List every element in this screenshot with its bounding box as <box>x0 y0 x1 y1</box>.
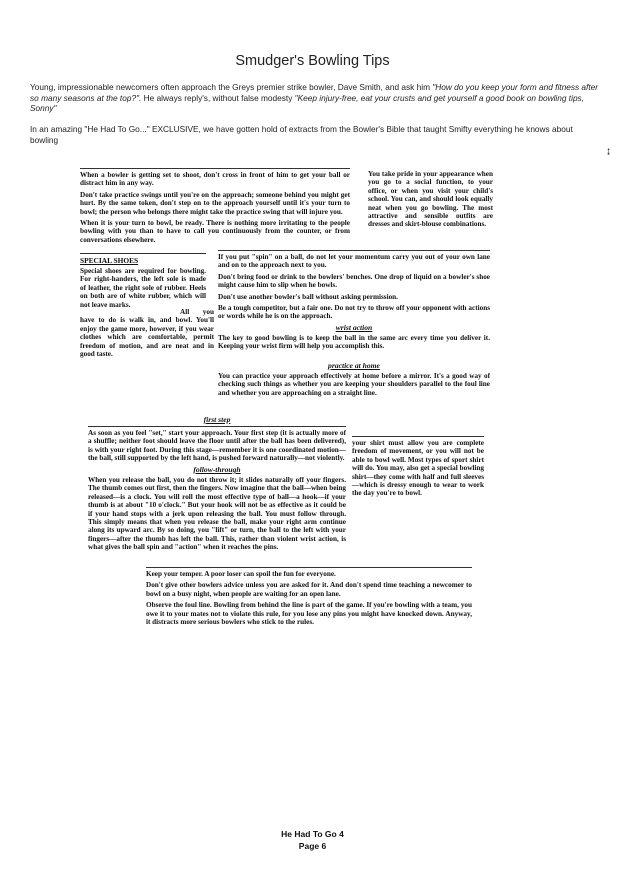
first-step-block <box>88 412 346 466</box>
paragraph: As soon as you feel "set," start your approach. Your first step (it is actually more of a shuffle; neither foot should leave the floor until after the ball has been delivered), is with your right foot. During this stage—remember it is one coordinated motion—the ball, still supported by the left hand, is pushed forward naturally—not violently. <box>88 429 346 463</box>
paragraph: Keep your temper. A poor loser can spoil the fun for everyone. <box>146 570 336 578</box>
paragraph: You take pride in your appearance when you go to a social function, to your office, or when you visit your child's school. You can, and should look equally neat when you go bowling. The most attractive and sensible outfits are dresses and skirt-blouse combinations. <box>368 170 493 229</box>
special-shoes-block <box>80 253 206 312</box>
wrist-action-heading: wrist action <box>335 323 373 332</box>
wrist-action-block <box>218 320 490 354</box>
intro-paragraph-2: In an amazing "He Had To Go..." EXCLUSIVE, we have gotten hold of extracts from the Bowler's Bible that taught Smifty everything he knows about bowling <box>30 124 573 145</box>
paragraph: If you put "spin" on a ball, do not let your momentum carry you out of your own lane and on to the approach next to you. <box>218 253 490 270</box>
paragraph: When it is your turn to bowl, be ready. There is nothing more irritating to the people bowling with you than to have to call you continuously from the counter, or from conversations elsewhere. <box>80 219 350 244</box>
clothes-block <box>80 308 214 361</box>
follow-through-heading: follow-through <box>193 465 241 474</box>
intro-question: "How do you keep your form and fitness after so many seasons at the top?". <box>30 82 599 103</box>
paragraph: You can practice your approach effectively at home before a mirror. It's a good way of checking such things as whether you are keeping your shoulders parallel to the foul line and whether you are approaching on a straight line. <box>218 372 490 397</box>
divider <box>218 250 490 251</box>
intro-paragraph <box>30 82 602 114</box>
footer-title: He Had To Go 4 <box>281 829 344 839</box>
first-step-heading: first step <box>203 415 231 424</box>
etiquette-block-3 <box>146 567 472 629</box>
intro-text-b: He always reply's, without false modesty <box>143 92 293 103</box>
paragraph: Don't take practice swings until you're on the approach; someone behind you might get hurt. By the same token, don't step on to the approach yourself until it's your turn to bowl; the person who belongs there might take the practice swing that will injure you. <box>80 190 350 216</box>
paragraph: Don't bring food or drink to the bowlers' benches. One drop of liquid on a bowler's shoe might cause him to slip when he bowls. <box>218 272 490 290</box>
paragraph: Don't use another bowler's ball without asking permission. <box>218 292 398 301</box>
etiquette-block-2 <box>218 250 490 324</box>
special-shoes-heading: SPECIAL SHOES <box>80 256 139 265</box>
paragraph: When a bowler is getting set to shoot, don't cross in front of him to get your ball or distract him in any way. <box>80 171 350 188</box>
paragraph: your shirt must allow you are complete freedom of movement, or you will not be able to bowl well. Most types of sport shirt will do. You may, also get a special bowling shirt—they come with half and full sleeves—which is dressy enough to wear to work the day you're to bowl. <box>352 439 484 498</box>
follow-through-block <box>88 462 346 555</box>
practice-home-heading: practice at home <box>328 361 380 370</box>
paragraph: All you have to do is walk in, and bowl. You'll enjoy the game more, however, if you wear clothes which are comfortable, permit freedom of motion, and are neat and in good taste. <box>80 308 214 359</box>
page-title: Smudger's Bowling Tips <box>235 53 390 69</box>
paragraph: Special shoes are required for bowling. For right-handers, the left sole is made of leather, the right sole of rubber. Heels on both are of white rubber, which will not leave marks. <box>80 267 206 309</box>
appearance-block <box>368 170 493 232</box>
divider <box>88 426 346 427</box>
practice-home-block <box>218 358 490 400</box>
margin-mark: ↨ <box>606 146 611 157</box>
divider <box>80 168 350 169</box>
paragraph: The key to good bowling is to keep the ball in the same arc every time you deliver it. Keeping your wrist firm will help you accomplish this. <box>218 334 490 351</box>
divider <box>80 253 206 254</box>
intro-text-a: Young, impressionable newcomers often approach the Greys premier strike bowler, Dave Smith, and ask him <box>30 82 430 92</box>
paragraph: Observe the foul line. Bowling from behind the line is part of the game. If you're bowling with a team, you owe it to your mates not to violate this rule, for you lose any pins you might have knocked down. Anyway, it distracts more serious bowlers who stick to the rules. <box>146 601 472 627</box>
shirt-block <box>352 436 484 501</box>
paragraph: When you release the ball, you do not throw it; it slides naturally off your fingers. The thumb comes out first, then the fingers. Now imagine that the ball—when being released—is a clock. You will roll the most effective type of ball—a hook—if your thumb is at about "10 o'clock." But your hook will not be as effective as it could be if your hand stops with a jerk upon releasing the ball. You must follow through. This simply means that when you release the ball, make your right arm continue along its upward arc. By so doing, you "lift" or turn, the ball to the left with your fingers—after the thumb has left the ball. This, rather than violent wrist action, is what gives the ball spin and "action" when it reaches the pins. <box>88 476 346 552</box>
etiquette-block-1 <box>80 168 350 247</box>
divider <box>146 567 472 568</box>
page-number: Page 6 <box>298 841 327 851</box>
divider <box>352 436 484 437</box>
paragraph: Don't give other bowlers advice unless you are asked for it. And don't spend time teaching a newcomer to bowl on a busy night, when people are waiting for an open lane. <box>146 581 472 598</box>
intro-quote: "Keep injury-free, eat your crusts and get yourself a good book on bowling tips, Sonny" <box>30 92 585 114</box>
paragraph: Be a tough competitor, but a fair one. Do not try to throw off your opponent with actions or words while he is on the approach. <box>218 304 490 321</box>
